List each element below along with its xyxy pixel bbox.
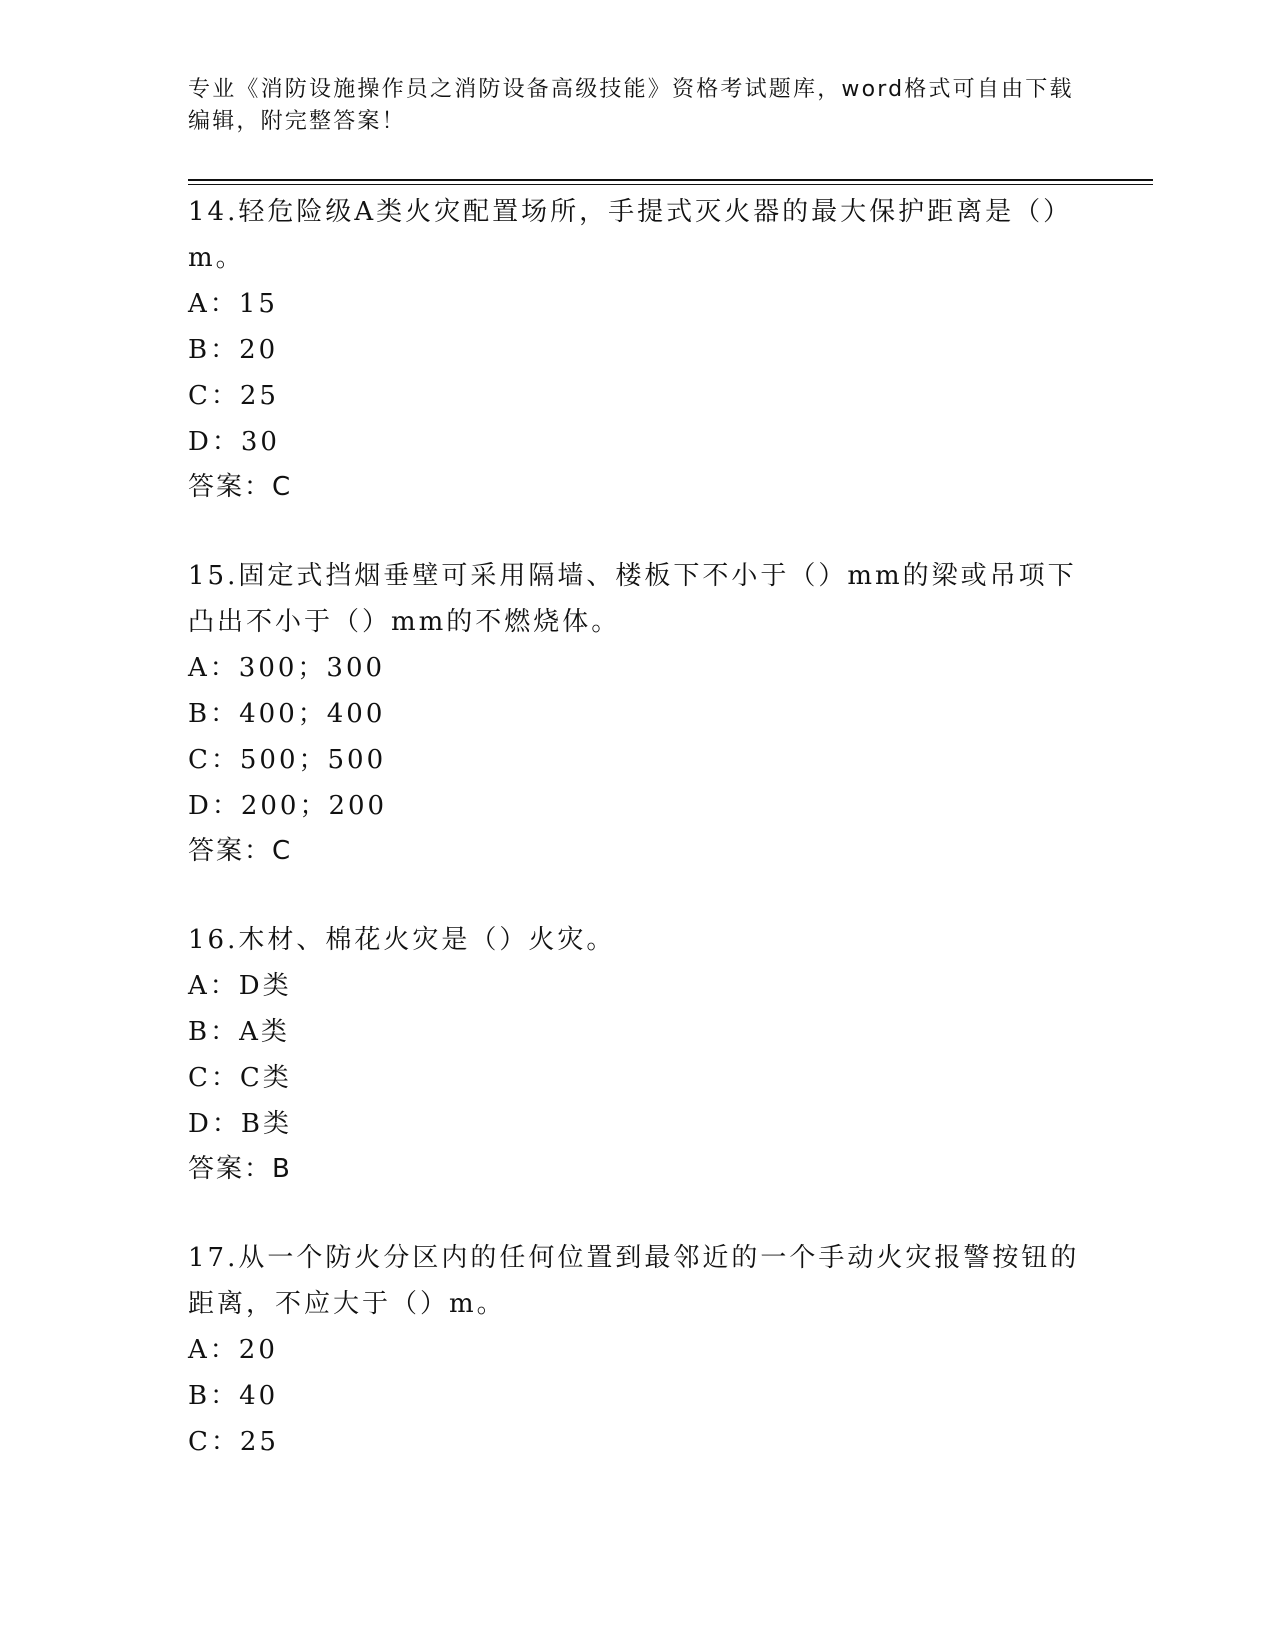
question-stem: 15.固定式挡烟垂壁可采用隔墙、楼板下不小于（）mm的梁或吊项下凸出不小于（）mm的不燃烧体。 bbox=[188, 561, 1077, 637]
document-header: 专业《消防设施操作员之消防设备高级技能》资格考试题库，word格式可自由下载编辑，附完整答案！ bbox=[188, 77, 1074, 134]
option-c: C：500；500 bbox=[188, 745, 387, 775]
answer-label: 答案： bbox=[188, 1154, 273, 1184]
option-b: B：400；400 bbox=[188, 699, 386, 729]
question-stem: 14.轻危险级A类火灾配置场所，手提式灭火器的最大保护距离是（）m。 bbox=[188, 197, 1073, 273]
option-c: C：25 bbox=[188, 381, 279, 411]
answer-line bbox=[188, 1147, 1088, 1191]
question-16 bbox=[188, 917, 1088, 1191]
option-a: A：15 bbox=[188, 289, 278, 319]
answer-label: 答案： bbox=[188, 836, 273, 866]
question-15 bbox=[188, 553, 1088, 873]
answer-line bbox=[188, 829, 1088, 873]
option-b: B：A类 bbox=[188, 1017, 290, 1047]
question-stem: 16.木材、棉花火灾是（）火灾。 bbox=[188, 925, 616, 955]
option-c: C：25 bbox=[188, 1427, 279, 1457]
option-d: D：30 bbox=[188, 427, 280, 457]
option-a: A：D类 bbox=[188, 971, 292, 1001]
header-rule-thin bbox=[188, 184, 1153, 185]
answer-value: C bbox=[272, 836, 293, 866]
question-17 bbox=[188, 1235, 1088, 1465]
question-stem: 17.从一个防火分区内的任何位置到最邻近的一个手动火灾报警按钮的距离，不应大于（）m。 bbox=[188, 1243, 1080, 1319]
header-rule-thick bbox=[188, 179, 1153, 181]
answer-line bbox=[188, 465, 1088, 509]
answer-value: C bbox=[272, 472, 293, 502]
option-b: B：40 bbox=[188, 1381, 279, 1411]
option-d: D：200；200 bbox=[188, 791, 388, 821]
answer-value: B bbox=[272, 1154, 292, 1184]
question-14 bbox=[188, 189, 1088, 509]
question-list bbox=[188, 189, 1088, 1509]
option-a: A：300；300 bbox=[188, 653, 386, 683]
option-a: A：20 bbox=[188, 1335, 278, 1365]
option-c: C：C类 bbox=[188, 1063, 292, 1093]
option-b: B：20 bbox=[188, 335, 279, 365]
answer-label: 答案： bbox=[188, 472, 273, 502]
option-d: D：B类 bbox=[188, 1109, 292, 1139]
